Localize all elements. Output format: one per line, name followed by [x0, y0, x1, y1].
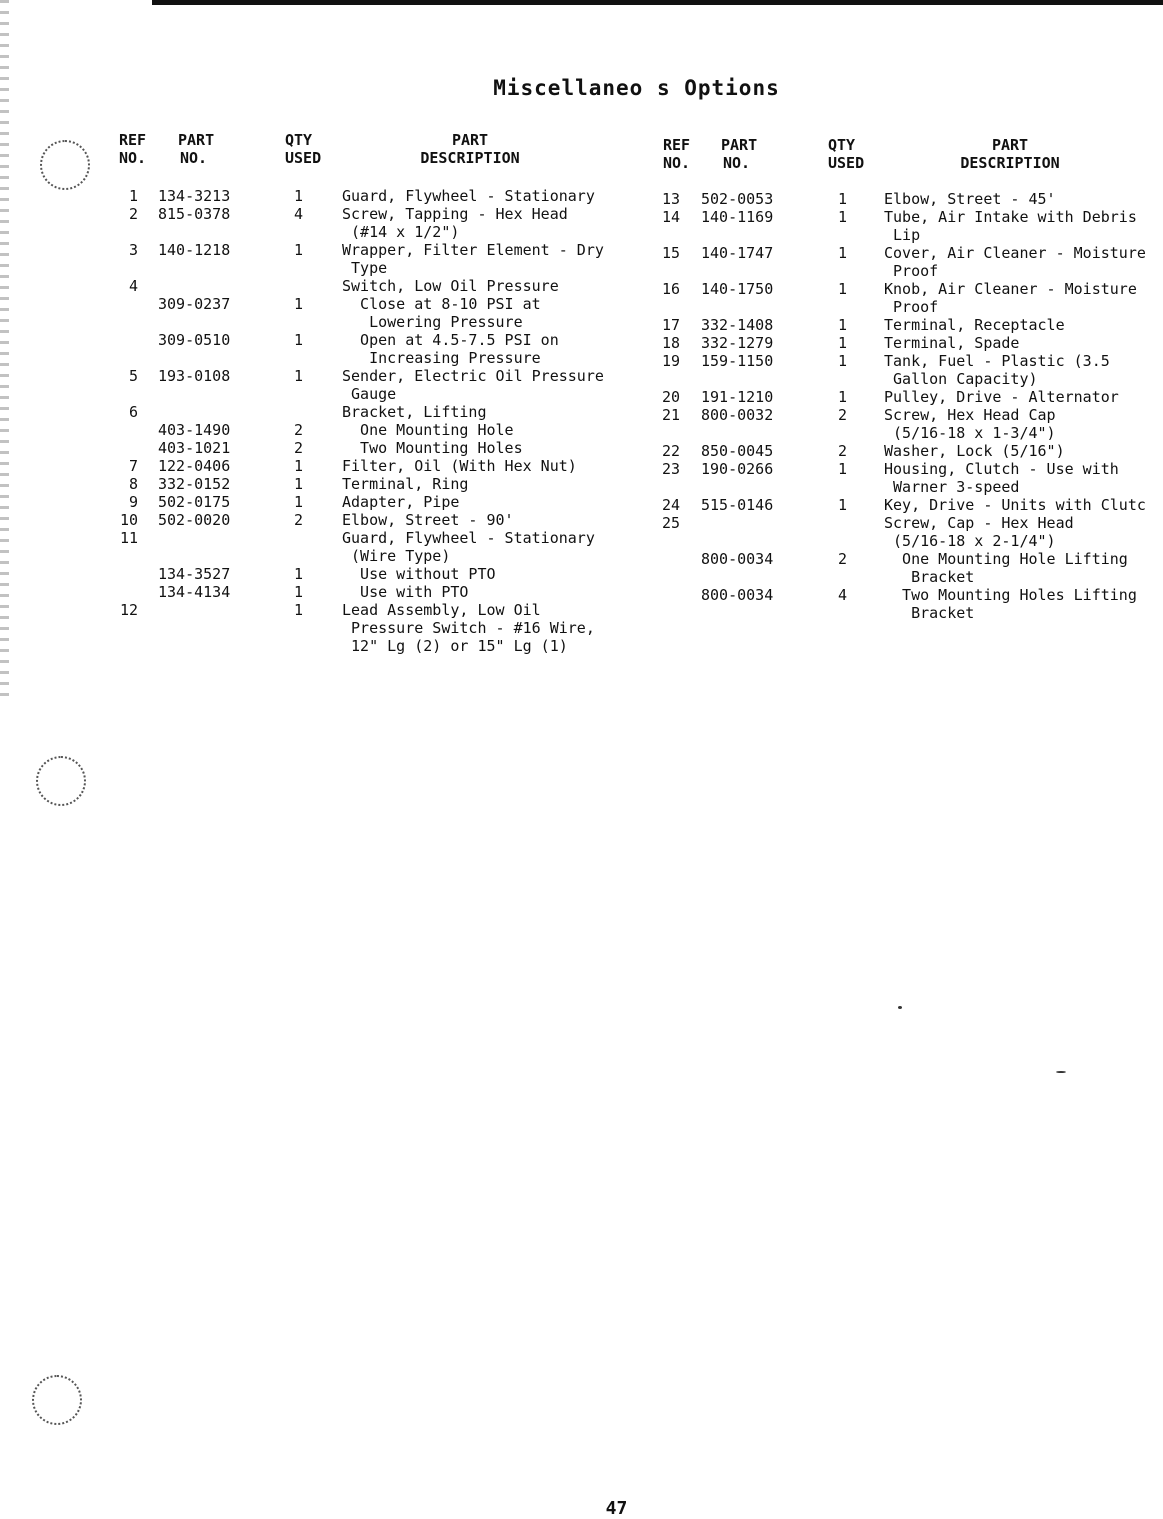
part-description: Key, Drive - Units with Clutc — [884, 496, 1146, 514]
ref-number: 22 — [661, 442, 680, 460]
part-description: Washer, Lock (5/16") — [884, 442, 1065, 460]
part-number: 193-0108 — [158, 367, 231, 385]
part-description: Lowering Pressure — [342, 313, 523, 331]
quantity-used: 2 — [838, 442, 848, 460]
part-number: 332-1408 — [701, 316, 774, 334]
ref-number: 13 — [661, 190, 680, 208]
part-description: (Wire Type) — [342, 547, 451, 565]
part-description: Type — [342, 259, 388, 277]
quantity-used: 1 — [838, 460, 848, 478]
ref-number: 24 — [661, 496, 680, 514]
quantity-used: 4 — [838, 586, 848, 604]
part-description: Lead Assembly, Low Oil — [342, 601, 541, 619]
part-number: 134-3213 — [158, 187, 231, 205]
quantity-used: 1 — [294, 565, 304, 583]
ref-number: 11 — [119, 529, 138, 547]
part-number: 122-0406 — [158, 457, 231, 475]
part-number: 332-0152 — [158, 475, 231, 493]
ref-number: 14 — [661, 208, 680, 226]
part-description: (5/16-18 x 2-1/4") — [884, 532, 1056, 550]
part-description: Terminal, Spade — [884, 334, 1020, 352]
binder-hole-top — [40, 140, 90, 190]
quantity-used: 2 — [838, 406, 848, 424]
part-number: 403-1021 — [158, 439, 231, 457]
part-description: Bracket, Lifting — [342, 403, 487, 421]
page-number: 47 — [605, 1498, 628, 1519]
scan-speck — [898, 1006, 902, 1009]
part-description: Gauge — [342, 385, 397, 403]
quantity-used: 1 — [838, 334, 848, 352]
header-part-no-right: PART NO. — [721, 136, 758, 172]
ref-number: 1 — [128, 187, 138, 205]
quantity-used: 1 — [294, 295, 304, 313]
ref-number: 20 — [661, 388, 680, 406]
part-description: Gallon Capacity) — [884, 370, 1038, 388]
quantity-used: 1 — [838, 244, 848, 262]
binder-hole-middle — [36, 756, 86, 806]
ref-number: 3 — [128, 241, 138, 259]
quantity-used: 1 — [294, 367, 304, 385]
quantity-used: 1 — [294, 187, 304, 205]
part-description: Adapter, Pipe — [342, 493, 460, 511]
part-description: Proof — [884, 298, 939, 316]
header-description-left: PART DESCRIPTION — [420, 131, 520, 167]
part-description: Two Mounting Holes Lifting — [884, 586, 1137, 604]
part-description: Bracket — [884, 568, 975, 586]
quantity-used: 1 — [294, 331, 304, 349]
ref-number: 4 — [128, 277, 138, 295]
part-description: Open at 4.5-7.5 PSI on — [342, 331, 559, 349]
part-number: 140-1218 — [158, 241, 231, 259]
quantity-used: 1 — [294, 475, 304, 493]
quantity-used: 1 — [838, 352, 848, 370]
quantity-used: 2 — [294, 421, 304, 439]
part-description: Terminal, Ring — [342, 475, 469, 493]
ref-number: 10 — [119, 511, 138, 529]
part-description: Screw, Tapping - Hex Head — [342, 205, 568, 223]
part-number: 309-0510 — [158, 331, 231, 349]
ref-number: 18 — [661, 334, 680, 352]
binder-hole-bottom — [32, 1375, 82, 1425]
part-number: 140-1169 — [701, 208, 774, 226]
ref-number: 9 — [128, 493, 138, 511]
header-part-no-left: PART NO. — [178, 131, 215, 167]
ref-number: 7 — [128, 457, 138, 475]
part-description: Elbow, Street - 90' — [342, 511, 514, 529]
quantity-used: 1 — [294, 241, 304, 259]
part-description: Bracket — [884, 604, 975, 622]
header-qty-left: QTY USED — [285, 131, 322, 167]
part-description: Use with PTO — [342, 583, 469, 601]
binder-edge — [0, 0, 9, 700]
header-ref-left: REF NO. — [119, 131, 147, 167]
part-number: 190-0266 — [701, 460, 774, 478]
part-description: Screw, Hex Head Cap — [884, 406, 1056, 424]
page-title: Miscellaneo s Options — [493, 76, 780, 100]
quantity-used: 1 — [838, 316, 848, 334]
part-description: Screw, Cap - Hex Head — [884, 514, 1074, 532]
ref-number: 2 — [128, 205, 138, 223]
ref-number: 21 — [661, 406, 680, 424]
quantity-used: 1 — [838, 280, 848, 298]
quantity-used: 4 — [294, 205, 304, 223]
part-number: 502-0053 — [701, 190, 774, 208]
quantity-used: 1 — [294, 583, 304, 601]
ref-number: 12 — [119, 601, 138, 619]
part-description: Tank, Fuel - Plastic (3.5 — [884, 352, 1110, 370]
part-number: 502-0175 — [158, 493, 231, 511]
part-description: Pressure Switch - #16 Wire, — [342, 619, 595, 637]
part-description: 12" Lg (2) or 15" Lg (1) — [342, 637, 568, 655]
part-number: 800-0034 — [701, 586, 774, 604]
ref-number: 25 — [661, 514, 680, 532]
part-description: Use without PTO — [342, 565, 496, 583]
part-description: Switch, Low Oil Pressure — [342, 277, 559, 295]
ref-number: 5 — [128, 367, 138, 385]
part-description: Warner 3-speed — [884, 478, 1020, 496]
quantity-used: 1 — [838, 388, 848, 406]
part-number: 140-1750 — [701, 280, 774, 298]
part-description: Terminal, Receptacle — [884, 316, 1065, 334]
part-description: (5/16-18 x 1-3/4") — [884, 424, 1056, 442]
quantity-used: 1 — [838, 208, 848, 226]
ref-number: 19 — [661, 352, 680, 370]
ref-number: 8 — [128, 475, 138, 493]
ref-number: 6 — [128, 403, 138, 421]
part-number: 332-1279 — [701, 334, 774, 352]
part-description: Lip — [884, 226, 921, 244]
part-description: One Mounting Hole Lifting — [884, 550, 1128, 568]
quantity-used: 2 — [294, 511, 304, 529]
header-ref-right: REF NO. — [663, 136, 691, 172]
part-description: Wrapper, Filter Element - Dry — [342, 241, 604, 259]
part-description: Housing, Clutch - Use with — [884, 460, 1119, 478]
quantity-used: 1 — [838, 496, 848, 514]
header-qty-right: QTY USED — [828, 136, 865, 172]
part-number: 800-0032 — [701, 406, 774, 424]
ref-number: 17 — [661, 316, 680, 334]
ref-number: 23 — [661, 460, 680, 478]
part-description: Guard, Flywheel - Stationary — [342, 187, 595, 205]
part-number: 140-1747 — [701, 244, 774, 262]
part-description: One Mounting Hole — [342, 421, 514, 439]
scan-speck — [1056, 1071, 1066, 1073]
part-description: Two Mounting Holes — [342, 439, 523, 457]
part-number: 191-1210 — [701, 388, 774, 406]
part-number: 850-0045 — [701, 442, 774, 460]
quantity-used: 1 — [838, 190, 848, 208]
part-description: Increasing Pressure — [342, 349, 541, 367]
header-description-right: PART DESCRIPTION — [960, 136, 1060, 172]
part-description: Elbow, Street - 45' — [884, 190, 1056, 208]
part-number: 502-0020 — [158, 511, 231, 529]
quantity-used: 2 — [294, 439, 304, 457]
part-number: 800-0034 — [701, 550, 774, 568]
part-description: Knob, Air Cleaner - Moisture — [884, 280, 1137, 298]
quantity-used: 2 — [838, 550, 848, 568]
part-number: 134-4134 — [158, 583, 231, 601]
part-description: Cover, Air Cleaner - Moisture — [884, 244, 1146, 262]
part-number: 309-0237 — [158, 295, 231, 313]
part-description: Sender, Electric Oil Pressure — [342, 367, 604, 385]
part-number: 515-0146 — [701, 496, 774, 514]
part-description: Pulley, Drive - Alternator — [884, 388, 1119, 406]
part-number: 159-1150 — [701, 352, 774, 370]
part-description: Filter, Oil (With Hex Nut) — [342, 457, 577, 475]
part-number: 815-0378 — [158, 205, 231, 223]
ref-number: 16 — [661, 280, 680, 298]
part-description: Guard, Flywheel - Stationary — [342, 529, 595, 547]
part-number: 134-3527 — [158, 565, 231, 583]
ref-number: 15 — [661, 244, 680, 262]
quantity-used: 1 — [294, 457, 304, 475]
quantity-used: 1 — [294, 601, 304, 619]
part-description: Close at 8-10 PSI at — [342, 295, 541, 313]
part-description: Tube, Air Intake with Debris — [884, 208, 1137, 226]
part-number: 403-1490 — [158, 421, 231, 439]
part-description: (#14 x 1/2") — [342, 223, 460, 241]
top-border-bar — [152, 0, 1163, 5]
part-description: Proof — [884, 262, 939, 280]
quantity-used: 1 — [294, 493, 304, 511]
